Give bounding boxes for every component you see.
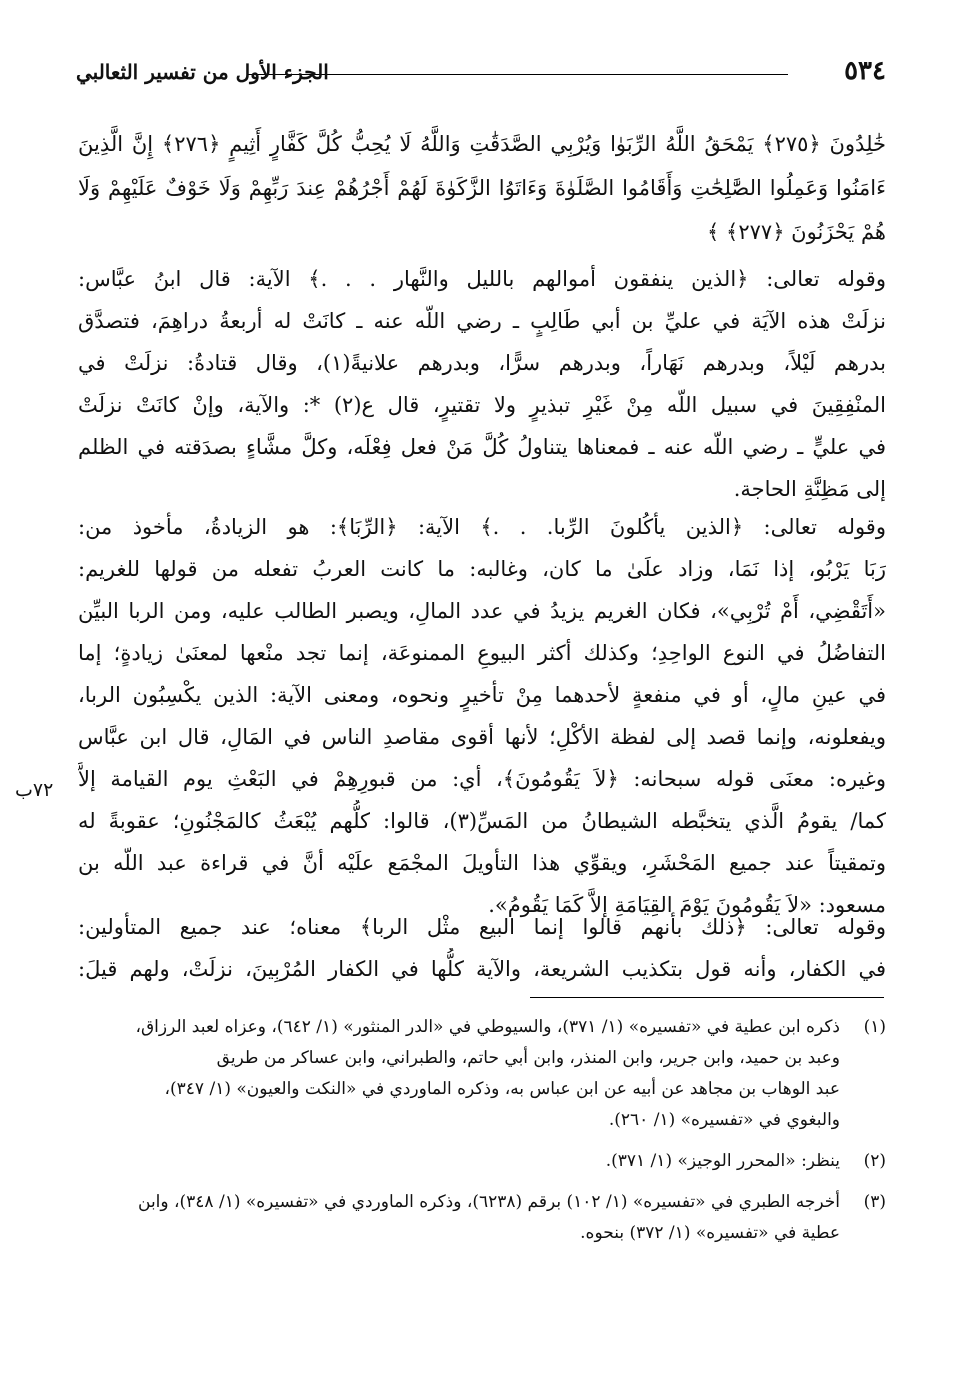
- page-number: ٥٣٤: [844, 56, 886, 86]
- text-line: المنْفِقِينَ في سبيل اللّه مِنْ غَيْرِ تبذيرٍ ولا تقتيرٍ، قال ع(٢) *: والآية، وإنْ كانَتْ نزلَتْ: [78, 393, 886, 417]
- text-line: وغيره: معنَى قوله سبحانه: ﴿لاَ يَقُومُونَ﴾، أي: من قبورِهِمْ في البَعْثِ يوم القيامة إلاَّ: [78, 767, 886, 791]
- paragraph-2: [78, 506, 886, 926]
- text-line: وقوله تعالى: ﴿ذلك بأنهم قالوا إنما البيع مثْل الربا﴾ معناه؛ عند جميع المتأولين:: [78, 915, 886, 939]
- footnote-line: أخرجه الطبري في «تفسيره» (١/ ١٠٢) برقم (٦٢٣٨)، وذكره الماوردي في «تفسيره» (١/ ٣٤٨)، وابن: [138, 1192, 840, 1212]
- text-line: وقوله تعالى: ﴿الذين يأكُلونَ الرِّبا. . .﴾ الآية: ﴿الرِّبَا﴾: هو الزيادةُ، مأخوذ من:: [78, 515, 886, 539]
- footnote-line: ينظر: «المحرر الوجيز» (١/ ٣٧١).: [605, 1151, 840, 1171]
- footnote-3: [78, 1187, 886, 1249]
- footnote-2: [78, 1146, 886, 1177]
- text-line: في عينِ مالٍ، أو في منفعةٍ لأحدهما مِنْ تأخيرٍ ونحوه، ومعنى الآية: الذين يكْسِبُون الربا،: [78, 683, 886, 707]
- text-line: نزلَتْ هذه الآيَة في عليِّ بن أبي طَالِبٍ ـ رضي اللّه عنه ـ كانَتْ له أربعةُ دراهِمَ، فتصدَّق: [78, 309, 886, 333]
- footnote-line: عبد الوهاب بن مجاهد عن أبيه عن ابن عباس به، وذكره الماوردي في «النكت والعيون» (١/ ٣٤٧)،: [164, 1079, 840, 1099]
- paragraph-3: [78, 906, 886, 990]
- text-line: إلى مَظِنَّةِ الحاجة.: [733, 477, 886, 501]
- footnote-number: (٣): [863, 1192, 886, 1212]
- text-line: وتمقيتاً عند جميع المَحْشَرِ، ويقوِّي هذا التأويلَ المجْمَع علَيْه أنَّ في قراءة عبد اللّه بن: [78, 851, 886, 875]
- text-line: التفاضُلُ في النوع الواحِدِ؛ وكذلك أكثر البيوعِ الممنوعَة، إنما تجد منْعها لمعنَىٰ زيادةٍ؛ إما: [78, 641, 886, 665]
- text-line: ويفعلونه، وإنما قصد إلى لفظة الأكْلِ؛ لأنها أقوى مقاصدِ الناس في المَالِ، قال ابن عبَّاس: [78, 725, 886, 749]
- text-line: في الكفار، وأنه قول بتكذيب الشريعة، والآية كلُّها في الكفار المُرْبِينَ، نزلَتْ، ولهم قيلَ:: [78, 957, 886, 981]
- running-title: الجزء الأول من تفسير الثعالبي: [76, 60, 329, 84]
- text-line: رَبَا يَرْبُو، إذا نَمَا، وزاد علَىٰ ما كان، وغالبه: ما كانت العربُ تفعله من قولها للغريم:: [78, 557, 886, 581]
- footnote-line: عطية في «تفسيره» (١/ ٣٧٢) بنحوه.: [580, 1223, 840, 1243]
- text-line: وقوله تعالى: ﴿الذين ينفقون أموالهم بالليل والنَّهار . . .﴾ الآية: قال ابنُ عبَّاس:: [78, 267, 886, 291]
- footnote-line: وعبد بن حميد، وابن جرير، وابن المنذر، وابن أبي حاتم، والطبراني، وابن عساكر من طريق: [216, 1048, 840, 1068]
- footnote-line: ذكره ابن عطية في «تفسيره» (١/ ٣٧١)، والسيوطي في «الدر المنثور» (١/ ٦٤٢)، وعزاه لعبد الرزاق،: [135, 1017, 840, 1037]
- margin-folio-note: ٧٢ب: [15, 779, 54, 801]
- footnotes: [78, 1012, 886, 1259]
- text-line: «أَتَقْضِي، أَمْ تُرْبِي»، فكان الغريم يزيدُ في عدد المالِ، ويصبر الطالب عليه، ومن الربا البيِّن: [78, 599, 886, 623]
- quran-line: خَٰلِدُونَ ﴿٢٧٥﴾ يَمْحَقُ اللَّهُ الرِّبَوٰا وَيُرْبِي الصَّدَقَٰتِ وَاللَّهُ لَا يُحِبُّ كُلَّ كَفَّارٍ أَثِيمٍ ﴿٢٧٦﴾ إِنَّ الَّذِينَ: [78, 132, 886, 156]
- text-line: بدرهم لَيْلاً، وبدرهم نَهَاراً، وبدرهم سرًّا، وبدرهم علانيةً(١)، وقال قتادةُ: نزلَتْ في: [78, 351, 886, 375]
- footnote-number: (١): [863, 1017, 886, 1037]
- paragraph-1: [78, 258, 886, 510]
- text-line: مسعود: «لاَ يَقُومُونَ يَوْمَ القِيَامَةِ إلاَّ كَمَا يَقُومُ».: [488, 893, 886, 917]
- quran-verses: [78, 122, 886, 254]
- footnote-1: [78, 1012, 886, 1136]
- quran-line: ءَامَنُوا وَعَمِلُوا الصَّٰلِحَٰتِ وَأَقَامُوا الصَّلَوٰةَ وَءَاتَوُا الزَّكَوٰةَ لَهُمْ أَجْرُهُمْ عِندَ رَبِّهِمْ وَلَا خَوْفٌ عَلَيْهِمْ وَلَا: [78, 176, 886, 200]
- quran-line: هُمْ يَحْزَنُونَ ﴿٢٧٧﴾ ﴾: [707, 220, 886, 244]
- page-header: [76, 56, 886, 92]
- footnote-rule: [530, 997, 884, 998]
- text-line: كما/ يقومُ الَّذي يتخبَّطه الشيطانُ من المَسِّ(٣)، قالوا: كلُّهم يُبْعَثُ كالمَجْنُونِ؛ عقوبةً له: [78, 809, 886, 833]
- text-line: في عليٍّ ـ رضي اللّه عنه ـ فمعناها يتناولُ كُلَّ مَنْ فعل فِعْلَه، وكلَّ مشَّاءٍ بصدَقته في الظلم: [78, 435, 886, 459]
- footnote-number: (٢): [863, 1151, 886, 1171]
- footnote-line: والبغوي في «تفسيره» (١/ ٢٦٠).: [608, 1110, 840, 1130]
- header-rule: [248, 74, 788, 75]
